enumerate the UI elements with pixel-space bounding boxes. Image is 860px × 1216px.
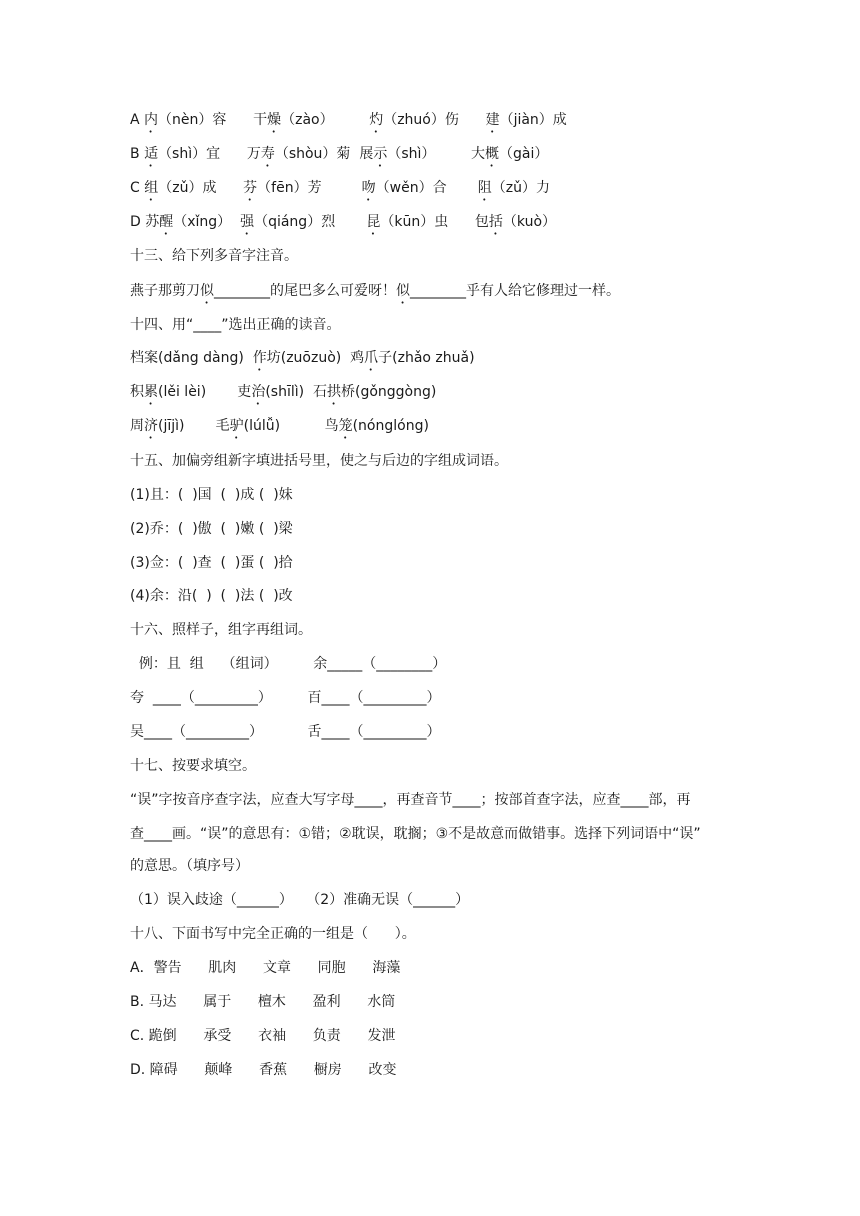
text-line (130, 856, 249, 876)
dotted-char: 醒 (159, 214, 174, 230)
dotted-char: 似 (396, 283, 410, 299)
line-text: 子(zhǎo zhuǎ) (378, 350, 475, 366)
dotted-char: 爪 (364, 350, 379, 366)
text-line (130, 958, 400, 978)
line-text: D. 障碍 颠峰 香蕉 橱房 改变 (130, 1062, 397, 1078)
line-text: C (130, 180, 145, 196)
line-text: （jiàn）成 (499, 112, 567, 128)
dotted-char: 燥 (267, 112, 282, 128)
line-text: 吴____（_________） 舌____（_________） (130, 724, 441, 740)
text-line (130, 178, 550, 204)
text-line (130, 824, 701, 844)
dotted-char: 驴 (229, 418, 244, 434)
line-text: （nèn）容 干 (158, 112, 268, 128)
line-text: (3)佥：( )查 ( )蛋 ( )拾 (130, 555, 293, 571)
line-text: （zhuó）伤 (383, 112, 486, 128)
dotted-char: 昆 (366, 214, 381, 230)
line-text: (lěi lèi) 吏 (158, 384, 252, 400)
dotted-char: 似 (200, 283, 214, 299)
dotted-char: 括 (488, 214, 503, 230)
dotted-char: 寿 (260, 146, 275, 162)
text-line (130, 654, 446, 674)
line-text: 的意思。（填序号） (130, 858, 249, 874)
line-text: 坊(zuōzuò) 鸡 (266, 350, 365, 366)
line-text: 十六、照样子，组字再组词。 (130, 622, 312, 638)
line-text: (shīlì) 石 (265, 384, 327, 400)
line-text: （fēn）芳 (257, 180, 362, 196)
line-text: 夸 ____（_________） 百____（_________） (130, 690, 441, 706)
line-text: (2)乔：( )傲 ( )嫩 ( )梁 (130, 521, 293, 537)
line-text: 十三、给下列多音字注音。 (130, 248, 298, 264)
text-line (130, 451, 508, 471)
dotted-char: 灼 (369, 112, 384, 128)
line-text: D 苏 (130, 214, 160, 230)
dotted-char: 概 (485, 146, 500, 162)
line-text: 桥(gǒnggòng) (340, 384, 437, 400)
line-text: （gài） (499, 146, 549, 162)
text-line (130, 586, 293, 606)
text-line (130, 416, 429, 442)
dotted-char: 治 (251, 384, 266, 400)
text-line (130, 246, 298, 266)
text-line (130, 281, 620, 307)
dotted-char: 阻 (477, 180, 492, 196)
text-line (130, 890, 469, 910)
text-line (130, 992, 395, 1012)
text-line (130, 382, 436, 408)
text-line (130, 1060, 397, 1080)
dotted-char: 强 (240, 214, 255, 230)
line-text: （shòu）菊 展 (274, 146, 374, 162)
line-text: A (130, 112, 145, 128)
text-line (130, 756, 256, 776)
line-text: 十七、按要求填空。 (130, 758, 256, 774)
line-text: 十八、下面书写中完全正确的一组是（ ）。 (130, 926, 416, 942)
dotted-char: 吻 (361, 180, 376, 196)
line-text: 十五、加偏旁组新字填进括号里，使之与后边的字组成词语。 (130, 453, 508, 469)
line-text: （1）误入歧途（______） （2）准确无误（______） (130, 892, 470, 908)
text-line (130, 485, 293, 505)
text-line (130, 110, 567, 136)
line-text: B (130, 146, 145, 162)
line-text: (4)余：沿( ) ( )法 ( )改 (130, 588, 293, 604)
line-text: (lúlǚ) 鸟 (243, 418, 339, 434)
dotted-char: 组 (144, 180, 159, 196)
text-line (130, 688, 441, 708)
line-text: ________的尾巴多么可爱呀！ (214, 283, 396, 299)
line-text: 查____画。“误”的意思有：①错；②耽误，耽搁；③不是故意而做错事。选择下列词语中“误” (130, 826, 701, 842)
line-text: （zào） (281, 112, 370, 128)
line-text: (nónglóng) (352, 418, 429, 434)
line-text: 十四、用“____”选出正确的读音。 (130, 317, 341, 333)
text-line (130, 722, 441, 742)
text-line (130, 519, 293, 539)
dotted-char: 适 (144, 146, 159, 162)
line-text: 积 (130, 384, 144, 400)
line-text: （kūn）虫 包 (380, 214, 489, 230)
text-line (130, 553, 293, 573)
line-text: 周 (130, 418, 144, 434)
line-text: （wěn）合 (375, 180, 478, 196)
line-text: （shì） 大 (387, 146, 486, 162)
line-text: 燕子那剪刀 (130, 283, 200, 299)
line-text: 档案(dǎng dàng) (130, 350, 253, 366)
line-text: （kuò） (502, 214, 557, 230)
dotted-char: 济 (144, 418, 158, 434)
dotted-char: 建 (485, 112, 500, 128)
line-text: (1)且：( )国 ( )成 ( )妹 (130, 487, 293, 503)
line-text: (jījì) 毛 (158, 418, 230, 434)
line-text: （shì）宜 万 (158, 146, 261, 162)
dotted-char: 作 (252, 350, 267, 366)
dotted-char: 累 (144, 384, 158, 400)
dotted-char: 笼 (338, 418, 353, 434)
line-text: （zǔ）力 (491, 180, 550, 196)
line-text: （qiáng）烈 (254, 214, 367, 230)
line-text: B. 马达 属于 檀木 盈利 水筒 (130, 994, 396, 1010)
dotted-char: 芬 (243, 180, 258, 196)
text-line (130, 144, 548, 170)
text-line (130, 212, 556, 238)
line-text: （xǐng） (173, 214, 241, 230)
line-text: （zǔ）成 (158, 180, 244, 196)
dotted-char: 拱 (326, 384, 341, 400)
text-line (130, 348, 475, 374)
line-text: 例：且 组 （组词） 余_____（________） (130, 656, 447, 672)
text-line (130, 924, 416, 944)
dotted-char: 内 (144, 112, 159, 128)
line-text: “误”字按音序查字法，应查大写字母____，再查音节____；按部首查字法，应查____部，再 (130, 792, 691, 808)
line-text: C. 跪倒 承受 衣袖 负责 发泄 (130, 1028, 396, 1044)
text-line (130, 315, 341, 335)
dotted-char: 示 (373, 146, 388, 162)
line-text: ________乎有人给它修理过一样。 (410, 283, 620, 299)
text-line (130, 790, 691, 810)
text-line (130, 620, 312, 640)
text-line (130, 1026, 395, 1046)
line-text: A．警告 肌肉 文章 同胞 海藻 (130, 960, 401, 976)
